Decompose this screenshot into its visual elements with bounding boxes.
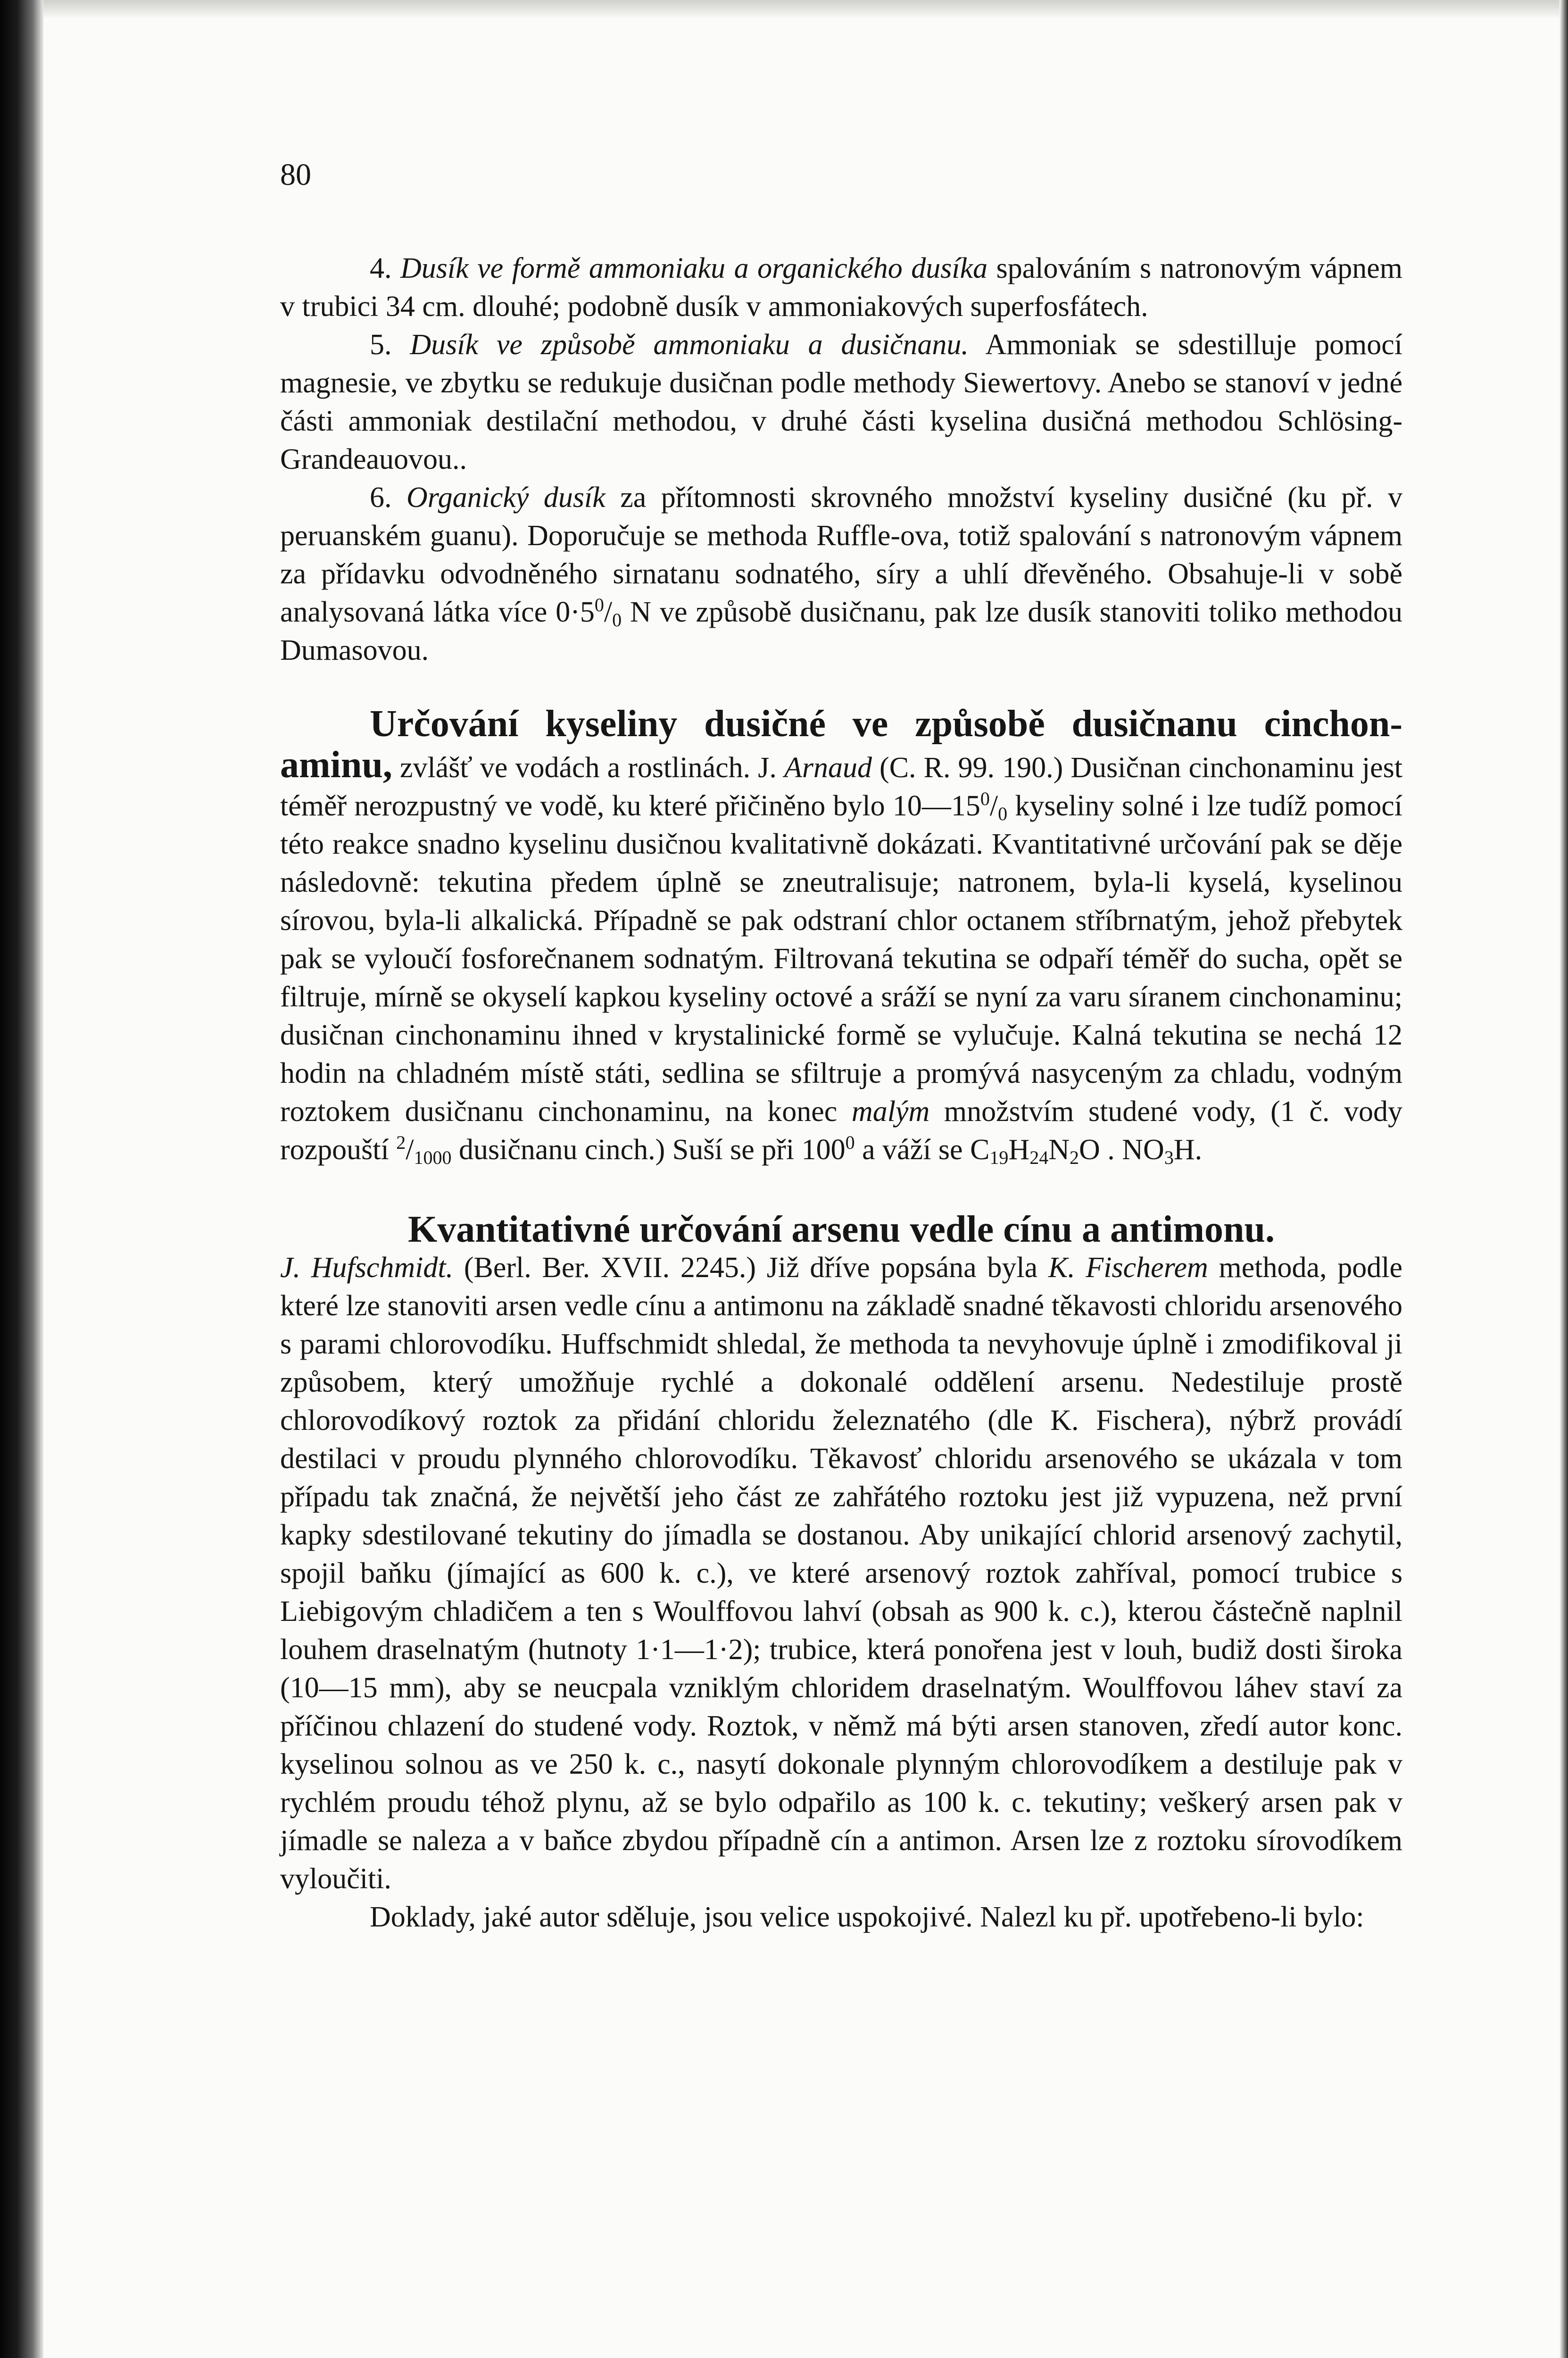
item-body-end: N ve způsobě dusičnanu, pak lze dusík stanoviti toliko methodou Dumasovou. xyxy=(280,596,1403,666)
formula-subscript: 24 xyxy=(1029,1147,1049,1168)
formula-subscript: 19 xyxy=(989,1147,1009,1168)
item-number: 6. xyxy=(370,482,392,514)
item-number: 5. xyxy=(370,329,392,361)
paragraph-6: 6. Organický dusík za přítomnosti skrovného množství kyseliny dusičné (ku př. v peruanském guanu). Doporučuje se methoda Ruffle-ova, totiž spalování s natronovým vápnem za přídavku odvodněného sirnatanu sodnatého, síry a uhlí dřevěného. Obsahuje-li v sobě analysovaná látka více $0\cdot 5^0/_0$ N ve způsobě dusičnanu, pak lze dusík stanoviti toliko methodou Dumasovou. xyxy=(280,482,1403,666)
section-heading: Určování kyseliny dusičné ve způsobě dusičnanu cinchon- xyxy=(370,703,1402,745)
page-number: 80 xyxy=(280,158,311,192)
degree-superscript: 0 xyxy=(845,1132,855,1153)
formula-part: N xyxy=(1048,1134,1070,1166)
fraction-numerator: 2 xyxy=(396,1132,406,1153)
formula-subscript: 2 xyxy=(1069,1147,1079,1168)
item-number: 4. xyxy=(370,252,392,284)
formula-part: H. xyxy=(1173,1134,1203,1166)
section-arsenic xyxy=(280,1249,1402,1898)
section-text: (Berl. Ber. XVII. 2245.) Již dříve popsána byla xyxy=(464,1252,1038,1284)
item-term: Dusík ve způsobě ammoniaku a dusičnanu. xyxy=(410,329,969,361)
item-body: Ammoniak se sdestilluje pomocí magnesie, ve zbytku se redukuje dusičnan podle methody Siewertovy. Anebo se stanoví v jedné části ammoniak destilační methodou, v druhé části kyselina dusičná methodou Schlösing-Grandeauovou.. xyxy=(280,329,1403,475)
percent-subscript: 0 xyxy=(612,609,622,631)
scan-shadow-top xyxy=(0,0,1568,19)
emphasis: malým xyxy=(851,1096,930,1128)
percent-superscript: 0 xyxy=(594,594,604,615)
section-heading-arsenic: Kvantitativné určování arsenu vedle cínu a antimonu. xyxy=(408,1209,1275,1250)
fraction-denominator: 1000 xyxy=(414,1147,452,1168)
paragraph-final: Doklady, jaké autor sděluje, jsou velice uspokojivé. Nalezl ku př. upotřebeno-li bylo: xyxy=(370,1901,1364,1933)
section-cinchonamine: Určování kyseliny dusičné ve způsobě dusičnanu cinchon- aminu, zvlášť ve vodách a rostlinách. J. Arnaud (C. R. 99. 190.) Dusičnan cinchonaminu jest téměř nerozpustný ve vodě, ku které přičiněno bylo $10—15^0/_0$ kyseliny solné i lze tudíž pomocí této reakce snadno kyselinu dusičnou kvalitativně dokázati. Kvantitativné určování pak se děje následovně: tekutina předem úplně se zneutralisuje; natronem, byla-li kyselá, kyselinou sírovou, byla-li alkalická. Případně se pak odstraní chlor octanem stříbrnatým, jehož přebytek pak se vyloučí fosforečnanem sodnatým. Filtrovaná tekutina se odpaří téměř do sucha, opět se filtruje, mírně se okyselí kapkou kyseliny octové a sráží se nyní za varu síranem cinchonaminu; dusičnan cinchonaminu ihned v krystalinické formě se vylučuje. Kalná tekutina se nechá 12 hodin na chladném místě státi, sedlina se sfiltruje a promývá nasyceným za chladu, vodným roztokem dusičnanu cinchonaminu, na konec malým množstvím studené vody, (1 č. vody rozpouští $^2/_{1000}$ dusičnanu cinch.) Suší se při $100^0$ a váží se $C_{19}H_{24}N_2O$ . $NO_3H$. xyxy=(280,703,1403,1168)
item-term: Organický dusík xyxy=(407,482,606,514)
paragraph-5 xyxy=(280,326,1402,479)
item-term: Dusík ve formě ammoniaku a organického dusíka xyxy=(400,252,988,284)
author-name: K. Fischerem xyxy=(1048,1252,1208,1284)
item-body: za přítomnosti skrovného množství kyseliny dusičné (ku př. v peruanském guanu). Doporučuje se methoda Ruffle-ova, totiž spalování s natronovým vápnem za přídavku odvodněného sirnatanu sodnatého, síry a uhlí dřevěného. Obsahuje-li v sobě analysovaná látka více 0·5 xyxy=(280,482,1403,628)
formula-part: a váží se C xyxy=(862,1134,990,1166)
section-text: methoda, podle které lze stanoviti arsen vedle cínu a antimonu na základě snadné těkavosti chloridu arsenového s parami chlorovodíku. Huffschmidt shledal, že methoda ta nevyhovuje úplně i zmodifikoval ji způsobem, který umožňuje rychlé a dokonalé oddělení arsenu. Nedestiluje prostě chlorovodíkový roztok za přidání chloridu železnatého (dle K. Fischera), nýbrž provádí destilaci v proudu plynného chlorovodíku. Těkavosť chloridu arsenového se ukázala v tom případu tak značná, že největší jeho část ze zahřátého roztoku jest již vypuzena, než první kapky sdestilované tekutiny do jímadla se dostanou. Aby unikající chlorid arsenový zachytil, spojil baňku (jímající as 600 k. c.), ve které arsenový roztok zahříval, pomocí trubice s Liebigovým chladičem a ten s Woulffovou lahví (obsah as 900 k. c.), kterou částečně naplnil louhem draselnatým (hutnoty 1·1—1·2); trubice, která ponořena jest v louh, budiž dosti široka (10—15 mm), aby se neucpala vzniklým chloridem draselnatým. Woulffovou láhev staví za příčinou chlazení do studené vody. Roztok, v němž má býti arsen stanoven, zředí autor konc. kyselinou solnou as ve 250 k. c., nasytí dokonale plynným chlorovodíkem a destiluje pak v rychlém proudu téhož plynu, až se bylo odpařilo as 100 k. c. tekutiny; veškerý arsen pak v jímadle se naleza a v baňce zbydou případně cín a antimon. Arsen lze z roztoku sírovodíkem vyloučiti. xyxy=(280,1252,1403,1895)
section-text: množstvím studené vody, (1 č. vody rozpouští xyxy=(280,1096,1403,1166)
section-text: zvlášť ve vodách a rostlinách. J. xyxy=(399,752,777,784)
scan-shadow-left xyxy=(0,0,43,2358)
author-name: J. Hufschmidt. xyxy=(280,1252,454,1284)
percent-subscript: 0 xyxy=(998,803,1008,824)
section-text: dusičnanu cinch.) Suší se při 100 xyxy=(458,1134,846,1166)
text-column xyxy=(280,156,1402,1936)
formula-part: H xyxy=(1008,1134,1030,1166)
scan-shadow-right xyxy=(1560,0,1568,2358)
formula-subscript: 3 xyxy=(1164,1147,1174,1168)
author-name: Arnaud xyxy=(784,752,872,784)
percent-superscript: 0 xyxy=(980,788,990,809)
section-text: (C. R. 99. 190.) Dusičnan cinchonaminu jest téměř nerozpustný ve vodě, ku které přičiněno bylo 10—15 xyxy=(280,752,1402,822)
section-heading-end: aminu, xyxy=(280,744,392,786)
section-text: kyseliny solné i lze tudíž pomocí této reakce snadno kyselinu dusičnou kvalitativně dokázati. Kvantitativné určování pak se děje následovně: tekutina předem úplně se zneutralisuje; natronem, byla-li kyselá, kyselinou sírovou, byla-li alkalická. Případně se pak odstraní chlor octanem stříbrnatým, jehož přebytek pak se vyloučí fosforečnanem sodnatým. Filtrovaná tekutina se odpaří téměř do sucha, opět se filtruje, mírně se okyselí kapkou kyseliny octové a sráží se nyní za varu síranem cinchonaminu; dusičnan cinchonaminu ihned v krystalinické formě se vylučuje. Kalná tekutina se nechá 12 hodin na chladném místě státi, sedlina se sfiltruje a promývá nasyceným za chladu, vodným roztokem dusičnanu cinchonaminu, na konec xyxy=(280,790,1403,1128)
item-body: spalováním s natronovým vápnem v trubici 34 cm. dlouhé; podobně dusík v ammoniakových superfosfátech. xyxy=(280,252,1403,323)
formula-part: O . NO xyxy=(1079,1134,1164,1166)
formula xyxy=(862,1134,1202,1166)
paragraph-4 xyxy=(280,249,1402,326)
